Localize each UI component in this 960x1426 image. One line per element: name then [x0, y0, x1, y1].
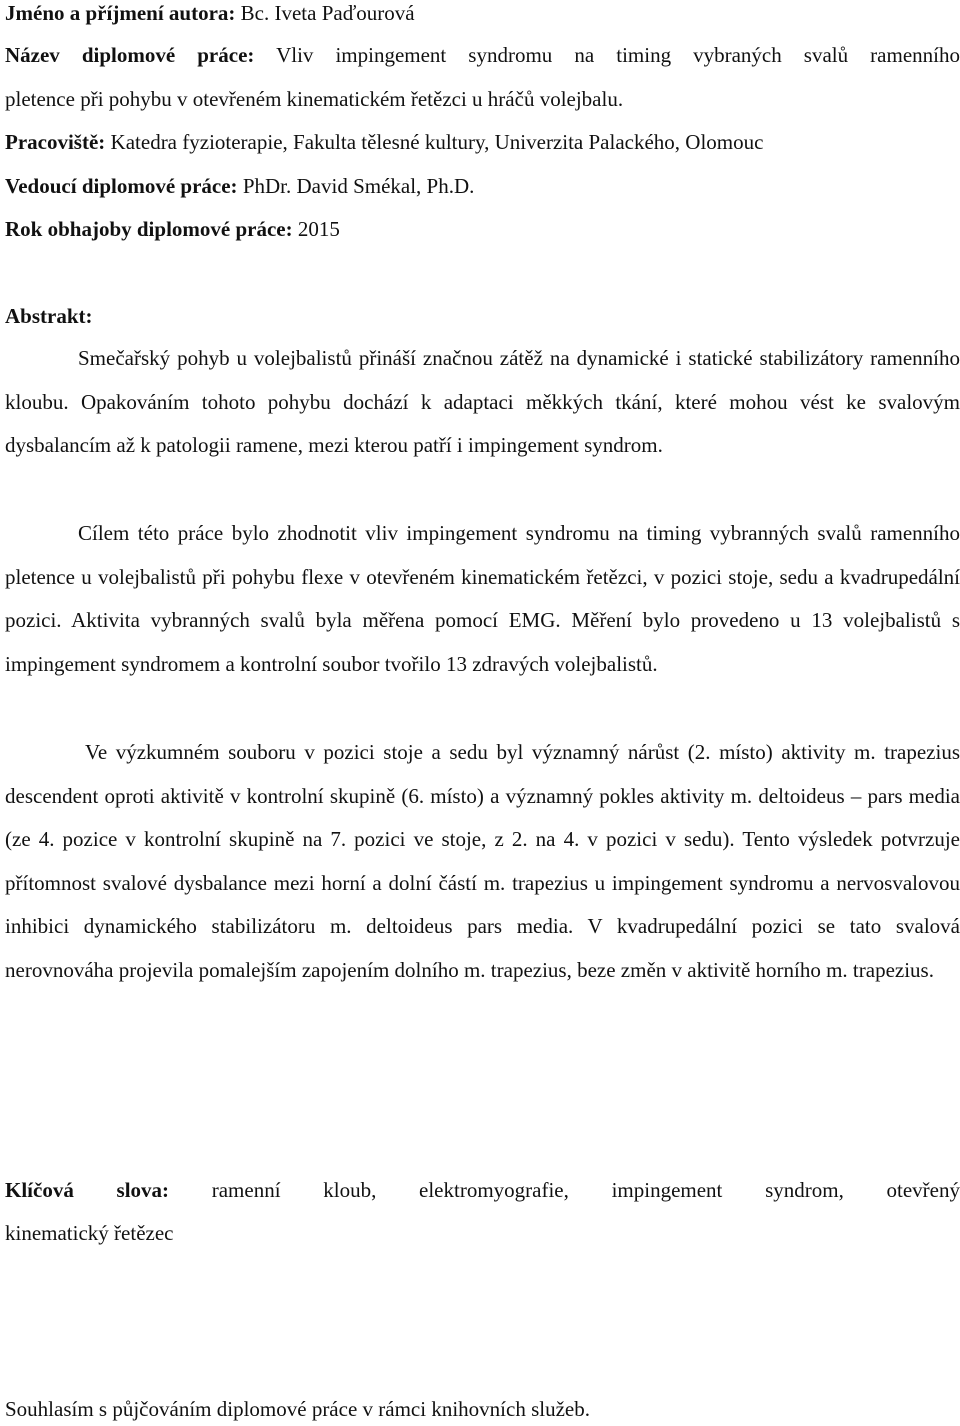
abstract-paragraph-3: Ve výzkumném souboru v pozici stoje a sedu byl významný nárůst (2. místo) aktivity m. trapezius descendent oproti aktivitě v kontrolní skupině (6. místo) a významný pokles aktivity m. deltoideus – pars media (ze 4. pozice v kontrolní skupině na 7. pozici ve stoje, z 2. na 4. v pozici v sedu). Tento výsledek potvrzuje přítomnost svalové dysbalance mezi horní a dolní částí m. trapezius u impingement syndromu a nervosvalovou inhibici dynamického stabilizátoru m. deltoideus pars media. V kvadrupedální pozici se tato svalová nerovnováha projevila pomalejším zapojením dolního m. trapezius, beze změn v aktivitě horního m. trapezius.	[5, 740, 960, 982]
author-value: Bc. Iveta Paďourová	[240, 1, 415, 25]
defense-year-label: Rok obhajoby diplomové práce:	[5, 217, 293, 241]
defense-year-value: 2015	[297, 217, 340, 241]
author-line	[5, 0, 415, 26]
abstract-heading: Abstrakt:	[5, 304, 93, 328]
keywords-line-2: kinematický řetězec	[5, 1221, 174, 1245]
workplace-line	[5, 129, 763, 155]
workplace-label: Pracoviště:	[5, 130, 106, 154]
thesis-title-value-2: pletence při pohybu v otevřeném kinematickém řetězci u hráčů volejbalu.	[5, 87, 624, 111]
thesis-title-line-2	[5, 86, 623, 112]
author-label: Jméno a příjmení autora:	[5, 1, 236, 25]
keywords-label: Klíčová slova:	[5, 1178, 170, 1202]
defense-year-line	[5, 216, 340, 242]
thesis-title-value-1: Vliv impingement syndromu na timing vybraných svalů ramenního	[276, 43, 960, 67]
supervisor-line	[5, 173, 474, 199]
keywords-line-1	[5, 1177, 960, 1203]
supervisor-value: PhDr. David Smékal, Ph.D.	[242, 174, 475, 198]
thesis-title-line-1	[5, 42, 960, 68]
supervisor-label: Vedoucí diplomové práce:	[5, 174, 238, 198]
keywords-value-1: ramenní kloub, elektromyografie, impingement syndrom, otevřený	[211, 1178, 960, 1202]
abstract-paragraph-2: Cílem této práce bylo zhodnotit vliv impingement syndromu na timing vybranných svalů ramenního pletence u volejbalistů při pohybu flexe v otevřeném kinematickém řetězci, v pozici stoje, sedu a kvadrupedální pozici. Aktivita vybranných svalů byla měřena pomocí EMG. Měření bylo provedeno u 13 volejbalistů s impingement syndromem a kontrolní soubor tvořilo 13 zdravých volejbalistů.	[5, 521, 960, 676]
library-consent-statement: Souhlasím s půjčováním diplomové práce v rámci knihovních služeb.	[5, 1397, 590, 1421]
thesis-title-label: Název diplomové práce:	[5, 43, 255, 67]
workplace-value: Katedra fyzioterapie, Fakulta tělesné kultury, Univerzita Palackého, Olomouc	[110, 130, 764, 154]
abstract-paragraph-1: Smečařský pohyb u volejbalistů přináší značnou zátěž na dynamické i statické stabilizátory ramenního kloubu. Opakováním tohoto pohybu dochází k adaptaci měkkých tkání, které mohou vést ke svalovým dysbalancím až k patologii ramene, mezi kterou patří i impingement syndrom.	[5, 346, 960, 458]
